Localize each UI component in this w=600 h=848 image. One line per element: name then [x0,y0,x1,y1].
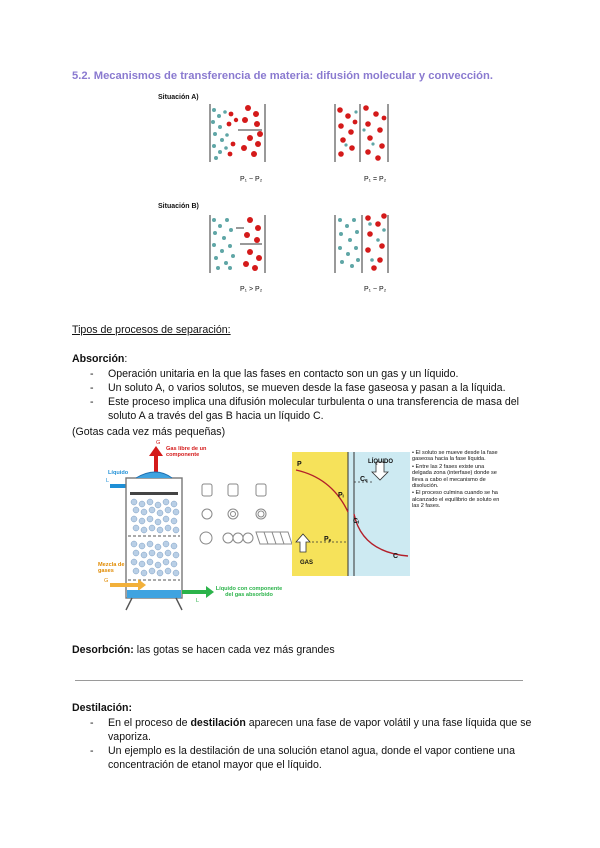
gas-mix-label: Mezcla de gases [98,562,125,575]
gas-out-arrow [149,446,163,476]
gas-out-g: G [156,440,161,446]
absorcion-bullet-2: - Un soluto A, o varios solutos, se mueven desde la fase gaseosa y pasan a la líquida. [72,381,532,395]
liquid-pool [127,590,181,598]
b-right-pressure-label: P₁ ~ P₂ [364,286,387,293]
gas-in-g: G [104,578,109,584]
interface-gas-label: GAS [300,560,314,566]
liquid-out-label: Líquido con componente del gas absorbido [215,586,283,599]
situation-b-right-vessel [335,213,388,273]
interface-note-2: • Entre las 2 fases existe una delgada zona (interfase) donde se lleva a cabo el mecanismo de disolución. [412,463,497,490]
destilacion-bullet-1 [72,716,532,744]
a-left-pressure-label: P₁ ~ P₂ [240,176,263,183]
absorcion-bullet-3: - Este proceso implica una difusión molecular turbulenta o una transferencia de masa del soluto A a través del gas B hacia un líquido C. [72,395,532,423]
liquid-out-arrow [182,590,206,594]
gas-out-label: Gas libre de un componente [166,446,207,459]
section-title: 5.2. Mecanismos de transferencia de materia: difusión molecular y convección. [72,70,493,82]
interface-note-1: • El soluto se mueve desde la fase gaseosa hacia la fase líquida. [412,450,498,463]
absorcion-heading-text: Absorción [72,353,125,365]
interface-c-label: C [393,553,399,560]
interface-p-label: P [297,461,302,468]
interface-liquid-label: LÍQUIDO [368,459,393,465]
interface-ce-label: Cₑ [360,476,368,483]
liquid-out-l: L [196,598,200,604]
situation-a-right-vessel [335,104,388,162]
absorcion-bullet-1: - Operación unitaria en la que las fases en contacto son un gas y un líquido. [72,367,532,381]
destilacion-b1-bold: destilación [190,717,246,729]
situation-a-left-vessel [210,104,265,162]
section-divider [75,680,523,681]
destilacion-bullet-2: - Un ejemplo es la destilación de una solución etanol agua, donde el vapor contiene una concentración de etanol mayor que el líquido. [72,744,532,772]
gas-in-arrow [110,583,138,587]
situation-a-label: Situación A) [158,94,199,101]
interface-notes [412,450,502,510]
interface-note-3: • El proceso culmina cuando se ha alcanzado el equilibrio de soluto en las 2 fases. [412,490,500,510]
desorcion-text: las gotas se hacen cada vez más grandes [133,644,335,656]
destilacion-heading: Destilación: [72,702,133,714]
b-left-pressure-label: P₁ > P₂ [240,286,263,293]
interface-pe-label: Pₑ [324,536,332,543]
destilacion-b1-pre: En el proceso de [108,717,191,729]
diffusion-figure [200,100,430,300]
destilacion-bullets [72,716,532,772]
absorcion-heading [72,352,127,366]
absorcion-note: (Gotas cada vez más pequeñas) [72,426,226,438]
desorcion-heading: Desorbción: [72,644,134,656]
desorcion-line [72,643,335,657]
interface-pi-label: Pᵢ [338,492,344,499]
liquid-in-l: L [106,478,110,484]
situation-b-label: Situación B) [158,203,199,210]
a-right-pressure-label: P₁ = P₂ [364,176,387,183]
absorcion-bullets [72,367,532,423]
destilacion-b1-post: aparecen una fase de vapor volátil y una fase líquida que se vaporiza. [108,717,532,743]
separation-heading: Tipos de procesos de separación: [72,324,231,336]
situation-b-left-vessel [210,215,265,273]
liquid-in-label: Líquido [108,470,129,476]
interface-ci-label: Cᵢ [353,518,360,525]
packing-elements [200,484,292,544]
absorcion-heading-colon: : [124,353,128,365]
